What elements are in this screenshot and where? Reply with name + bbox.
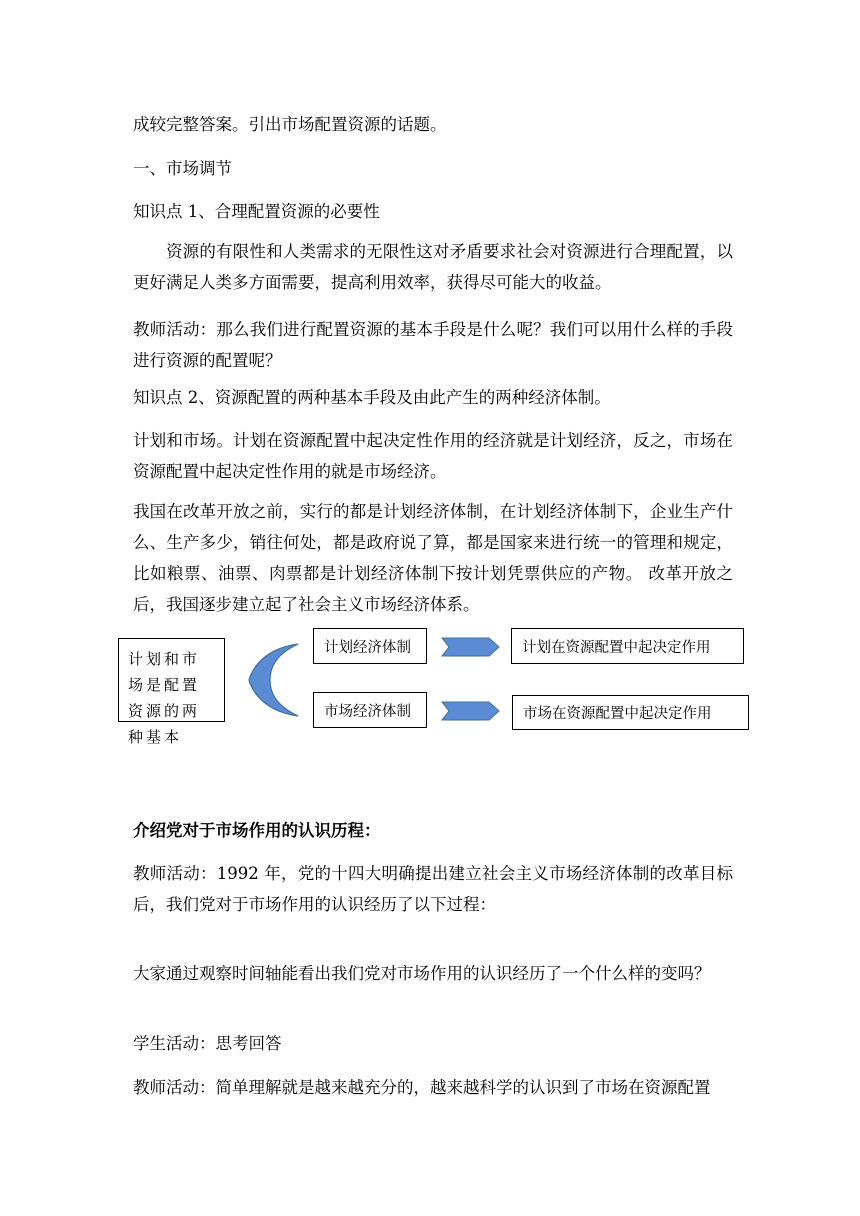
planned-result-label: 计划在资源配置中起决定作用	[522, 639, 711, 656]
paragraph-intro-end: 成较完整答案。引出市场配置资源的话题。	[133, 115, 447, 134]
arrow-right-icon	[441, 701, 501, 721]
paragraph-teacher-summary: 教师活动：简单理解就是越来越充分的，越来越科学的认识到了市场在资源配置	[133, 1078, 711, 1097]
crescent-brace-shape	[245, 640, 305, 720]
planned-result-box	[511, 628, 744, 664]
planned-economy-box	[313, 628, 427, 664]
market-result-box	[512, 695, 749, 730]
paragraph-teacher-1992: 教师活动：1992 年，党的十四大明确提出建立社会主义市场经济体制的改革目标后，我们党对于市场作用的认识经历了以下过程：	[133, 864, 733, 914]
paragraph-timeline-question: 大家通过观察时间轴能看出我们党对市场作用的认识经历了一个什么样的变吗？	[133, 964, 711, 983]
planned-economy-label: 计划经济体制	[324, 639, 411, 656]
arrow-right-icon	[441, 637, 501, 657]
diagram-left-label-box	[118, 638, 225, 746]
paragraph-reform-history: 我国在改革开放之前，实行的都是计划经济体制，在计划经济体制下，企业生产什么、生产多少，销往何处，都是政府说了算，都是国家来进行统一的管理和规定，比如粮票、油票、肉票都是计划经济体制下按计划凭票供应的产物。 改革开放之后，我国逐步建立起了社会主义市场经济体系。	[133, 502, 733, 614]
paragraph-resource-necessity: 资源的有限性和人类需求的无限性这对矛盾要求社会对资源进行合理配置，以更好满足人类多方面需要，提高利用效率，获得尽可能大的收益。	[133, 242, 733, 292]
section-heading-market-regulation: 一、市场调节	[133, 159, 232, 178]
market-result-label: 市场在资源配置中起决定作用	[523, 706, 712, 722]
diagram-left-label: 计划和市场是配置资源的两种基本	[128, 650, 201, 746]
market-economy-label: 市场经济体制	[324, 703, 411, 720]
paragraph-teacher-question: 教师活动：那么我们进行配置资源的基本手段是什么呢？我们可以用什么样的手段进行资源的配置呢？	[133, 320, 733, 370]
knowledge-point-1-title: 知识点 1、合理配置资源的必要性	[133, 202, 380, 221]
paragraph-plan-and-market: 计划和市场。计划在资源配置中起决定性作用的经济就是计划经济，反之，市场在资源配置中起决定性作用的就是市场经济。	[133, 431, 733, 481]
section-heading-party-understanding: 介绍党对于市场作用的认识历程：	[133, 821, 381, 840]
knowledge-point-2-title: 知识点 2、资源配置的两种基本手段及由此产生的两种经济体制。	[133, 388, 611, 407]
paragraph-student-activity: 学生活动：思考回答	[133, 1034, 282, 1053]
market-economy-box	[313, 692, 427, 728]
